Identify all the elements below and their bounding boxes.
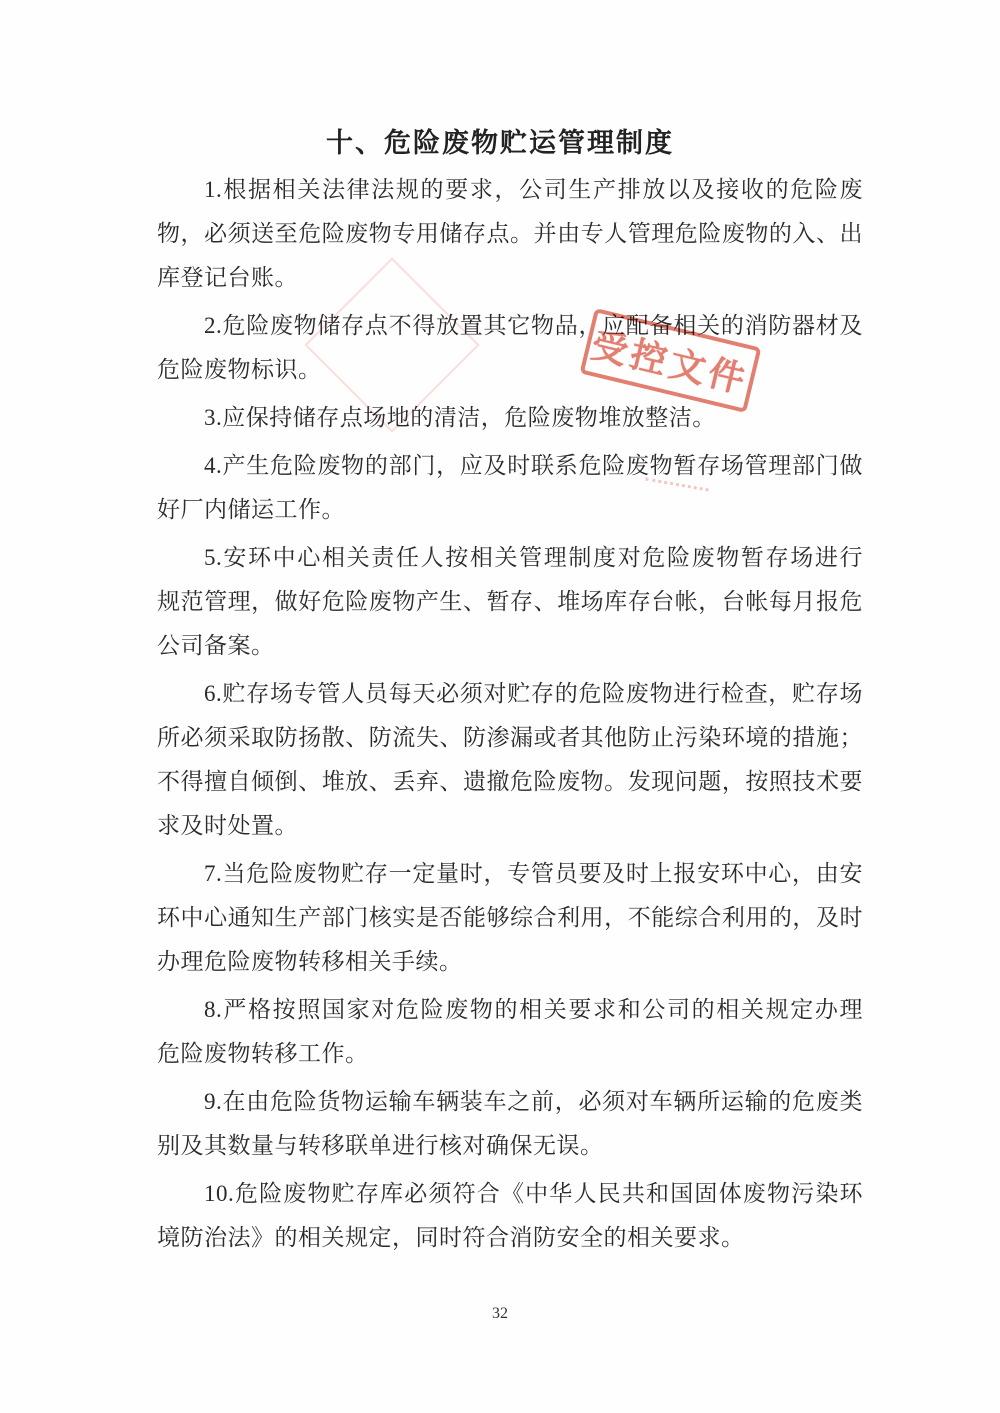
paragraph xyxy=(157,444,863,532)
text-line: 库登记台账。 xyxy=(157,265,298,290)
text-line: 所必须采取防扬散、防流失、防渗漏或者其他防止污染环境的措施； xyxy=(157,725,863,750)
text-line: 4.产生危险废物的部门，应及时联系危险废物暂存场管理部门做 xyxy=(204,453,863,478)
text-line: 1.根据相关法律法规的要求，公司生产排放以及接收的危险废 xyxy=(204,177,863,202)
paragraph xyxy=(157,168,863,300)
text-line: 2.危险废物储存点不得放置其它物品，应配备相关的消防器材及 xyxy=(204,313,863,338)
text-line: 危险废物转移工作。 xyxy=(157,1041,369,1066)
paragraph xyxy=(157,988,863,1076)
page-number: 32 xyxy=(492,1305,508,1322)
text-line: 规范管理，做好危险废物产生、暂存、堆场库存台帐，台帐每月报危 xyxy=(157,589,863,614)
paragraph xyxy=(157,1172,863,1260)
text-line: 求及时处置。 xyxy=(157,813,298,838)
paragraph xyxy=(157,672,863,848)
text-line: 公司备案。 xyxy=(157,633,275,658)
document-body xyxy=(157,168,863,1264)
text-line: 3.应保持储存点场地的清洁，危险废物堆放整洁。 xyxy=(204,405,716,430)
text-line: 别及其数量与转移联单进行核对确保无误。 xyxy=(157,1133,604,1158)
text-line: 物，必须送至危险废物专用储存点。并由专人管理危险废物的入、出 xyxy=(157,221,863,246)
text-line: 办理危险废物转移相关手续。 xyxy=(157,949,463,974)
page-title: 十、危险废物贮运管理制度 xyxy=(326,128,674,158)
text-line: 环中心通知生产部门核实是否能够综合利用，不能综合利用的，及时 xyxy=(157,905,863,930)
text-line: 不得擅自倾倒、堆放、丢弃、遗撤危险废物。发现问题，按照技术要 xyxy=(157,769,863,794)
text-line: 危险废物标识。 xyxy=(157,357,322,382)
text-line: 10.危险废物贮存库必须符合《中华人民共和国固体废物污染环 xyxy=(204,1181,863,1206)
text-line: 9.在由危险货物运输车辆装车之前，必须对车辆所运输的危废类 xyxy=(204,1089,863,1114)
text-line: 好厂内储运工作。 xyxy=(157,497,345,522)
text-line: 6.贮存场专管人员每天必须对贮存的危险废物进行检查，贮存场 xyxy=(204,681,863,706)
text-line: 5.安环中心相关责任人按相关管理制度对危险废物暂存场进行 xyxy=(204,545,863,570)
paragraph xyxy=(157,852,863,984)
paragraph xyxy=(157,396,863,440)
text-line: 境防治法》的相关规定，同时符合消防安全的相关要求。 xyxy=(157,1225,745,1250)
paragraph xyxy=(157,536,863,668)
text-line: 8.严格按照国家对危险废物的相关要求和公司的相关规定办理 xyxy=(204,997,863,1022)
paragraph xyxy=(157,1080,863,1168)
text-line: 7.当危险废物贮存一定量时，专管员要及时上报安环中心，由安 xyxy=(204,861,863,886)
stamp-text: 受控文件 xyxy=(587,324,753,402)
